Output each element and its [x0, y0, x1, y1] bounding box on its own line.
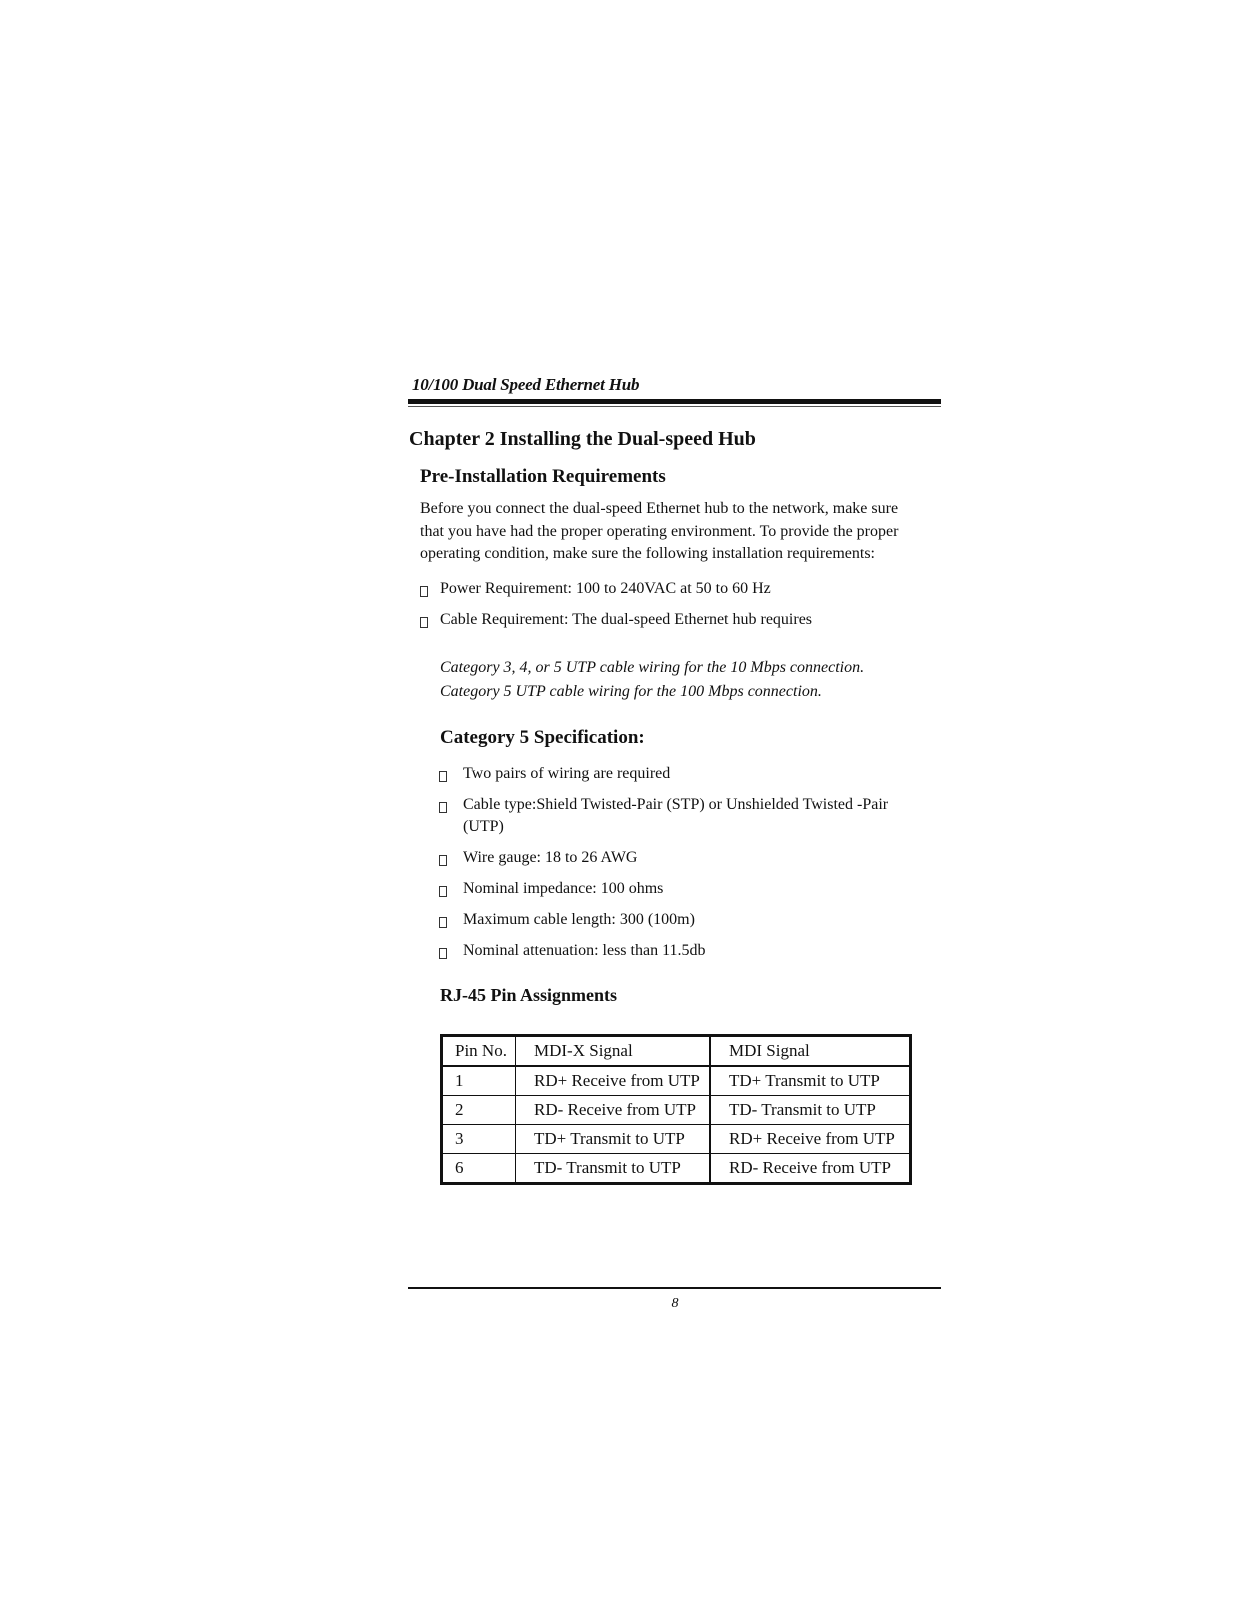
table-cell: 1 — [442, 1066, 516, 1096]
table-header-cell: Pin No. — [442, 1036, 516, 1067]
table-cell: 2 — [442, 1096, 516, 1125]
chapter-title: Chapter 2 Installing the Dual-speed Hub — [409, 428, 756, 450]
table-row — [442, 1096, 911, 1125]
table-cell: RD- Receive from UTP — [710, 1154, 911, 1184]
table-cell: 6 — [442, 1154, 516, 1184]
page-number: 8 — [671, 1296, 679, 1311]
requirements-list — [420, 578, 940, 640]
table-header-row — [442, 1036, 911, 1067]
running-header: 10/100 Dual Speed Ethernet Hub — [412, 375, 640, 394]
bullet-box-icon — [439, 855, 447, 866]
list-item — [439, 909, 929, 931]
bullet-box-icon — [439, 948, 447, 959]
table-cell: TD+ Transmit to UTP — [516, 1125, 711, 1154]
header-rule-thin — [408, 406, 941, 407]
cable-category-line: Category 5 UTP cable wiring for the 100 Mbps connection. — [440, 683, 822, 700]
list-item — [420, 578, 940, 600]
cable-category-line: Category 3, 4, or 5 UTP cable wiring for the 10 Mbps connection. — [440, 659, 865, 676]
table-row — [442, 1066, 911, 1096]
paragraph-line: that you have had the proper operating environment. To provide the proper — [420, 522, 899, 540]
section-title-pre-installation: Pre-Installation Requirements — [420, 466, 666, 487]
footer-rule — [408, 1287, 941, 1289]
table-header-cell: MDI Signal — [710, 1036, 911, 1067]
section-title-cat5: Category 5 Specification: — [440, 727, 645, 748]
bullet-box-icon — [439, 802, 447, 813]
list-item — [439, 878, 929, 900]
bullet-box-icon — [439, 886, 447, 897]
intro-paragraph — [420, 498, 945, 566]
list-item-text: Nominal attenuation: less than 11.5db — [463, 942, 706, 959]
list-item — [420, 609, 940, 631]
cable-categories — [440, 656, 940, 704]
bullet-box-icon — [439, 771, 447, 782]
list-item-text: Cable Requirement: The dual-speed Ethernet hub requires — [440, 611, 813, 628]
table-cell: RD+ Receive from UTP — [710, 1125, 911, 1154]
table-cell: RD+ Receive from UTP — [516, 1066, 711, 1096]
list-item — [439, 940, 929, 962]
pin-assignment-table — [440, 1034, 912, 1185]
table-row — [442, 1125, 911, 1154]
bullet-box-icon — [420, 586, 428, 597]
list-item-text: Two pairs of wiring are required — [463, 765, 671, 782]
list-item-text: Maximum cable length: 300 (100m) — [463, 911, 695, 928]
cat5-spec-list — [439, 763, 929, 971]
list-item-text: Nominal impedance: 100 ohms — [463, 880, 664, 897]
paragraph-line: operating condition, make sure the following installation requirements: — [420, 545, 875, 562]
bullet-box-icon — [439, 917, 447, 928]
list-item-text: Power Requirement: 100 to 240VAC at 50 to 60 Hz — [440, 580, 771, 597]
table-cell: TD- Transmit to UTP — [710, 1096, 911, 1125]
list-item — [439, 763, 929, 785]
table-cell: TD- Transmit to UTP — [516, 1154, 711, 1184]
table-header-cell: MDI-X Signal — [516, 1036, 711, 1067]
table-row — [442, 1154, 911, 1184]
bullet-box-icon — [420, 617, 428, 628]
table-cell: RD- Receive from UTP — [516, 1096, 711, 1125]
list-item — [439, 794, 929, 838]
list-item-text: Wire gauge: 18 to 26 AWG — [463, 849, 638, 866]
table-cell: 3 — [442, 1125, 516, 1154]
header-rule — [408, 399, 941, 404]
paragraph-line: Before you connect the dual-speed Ethernet hub to the network, make sure — [420, 500, 899, 517]
section-title-rj45: RJ-45 Pin Assignments — [440, 985, 618, 1005]
table-cell: TD+ Transmit to UTP — [710, 1066, 911, 1096]
list-item-text: Cable type:Shield Twisted-Pair (STP) or Unshielded Twisted -Pair (UTP) — [463, 796, 889, 835]
list-item — [439, 847, 929, 869]
